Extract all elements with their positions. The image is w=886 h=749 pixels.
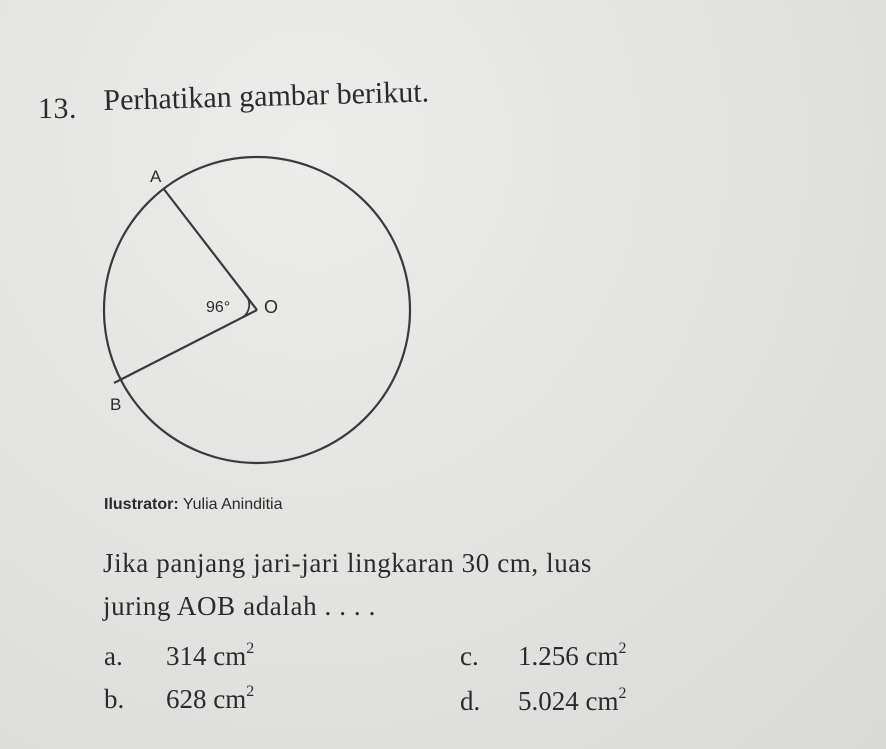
option-b-exponent: 2 (246, 683, 255, 700)
question-text-line-2: juring AOB adalah . . . . (103, 591, 376, 621)
illustrator-name: Yulia Aninditia (182, 496, 283, 513)
option-c-value: 1.256 cm (518, 641, 619, 671)
option-d (460, 685, 627, 717)
question-number: 13. (38, 92, 77, 125)
radius-oa (163, 188, 257, 310)
point-a-label: A (150, 167, 162, 186)
illustrator-label: Ilustrator: (104, 496, 179, 513)
option-b-value: 628 cm (166, 684, 247, 714)
point-b-label: B (110, 395, 122, 414)
option-b-letter: b. (104, 684, 125, 714)
option-d-letter: d. (460, 686, 481, 716)
question-text-line-1: Jika panjang jari-jari lingkaran 30 cm, luas (103, 548, 592, 578)
center-o-label: O (264, 297, 279, 317)
option-a-value: 314 cm (166, 641, 247, 671)
question-text (103, 542, 863, 628)
option-a (104, 640, 254, 672)
option-c-letter: c. (460, 641, 479, 671)
option-a-exponent: 2 (246, 640, 255, 657)
option-d-value: 5.024 cm (518, 686, 619, 716)
question-instruction: Perhatikan gambar berikut. (103, 75, 430, 117)
option-c (460, 640, 627, 672)
radius-ob (114, 310, 257, 383)
angle-label: 96° (206, 299, 231, 316)
illustrator-credit (104, 496, 282, 514)
option-d-exponent: 2 (618, 685, 627, 702)
option-b (104, 683, 254, 715)
option-a-letter: a. (104, 641, 123, 671)
option-c-exponent: 2 (618, 640, 627, 657)
